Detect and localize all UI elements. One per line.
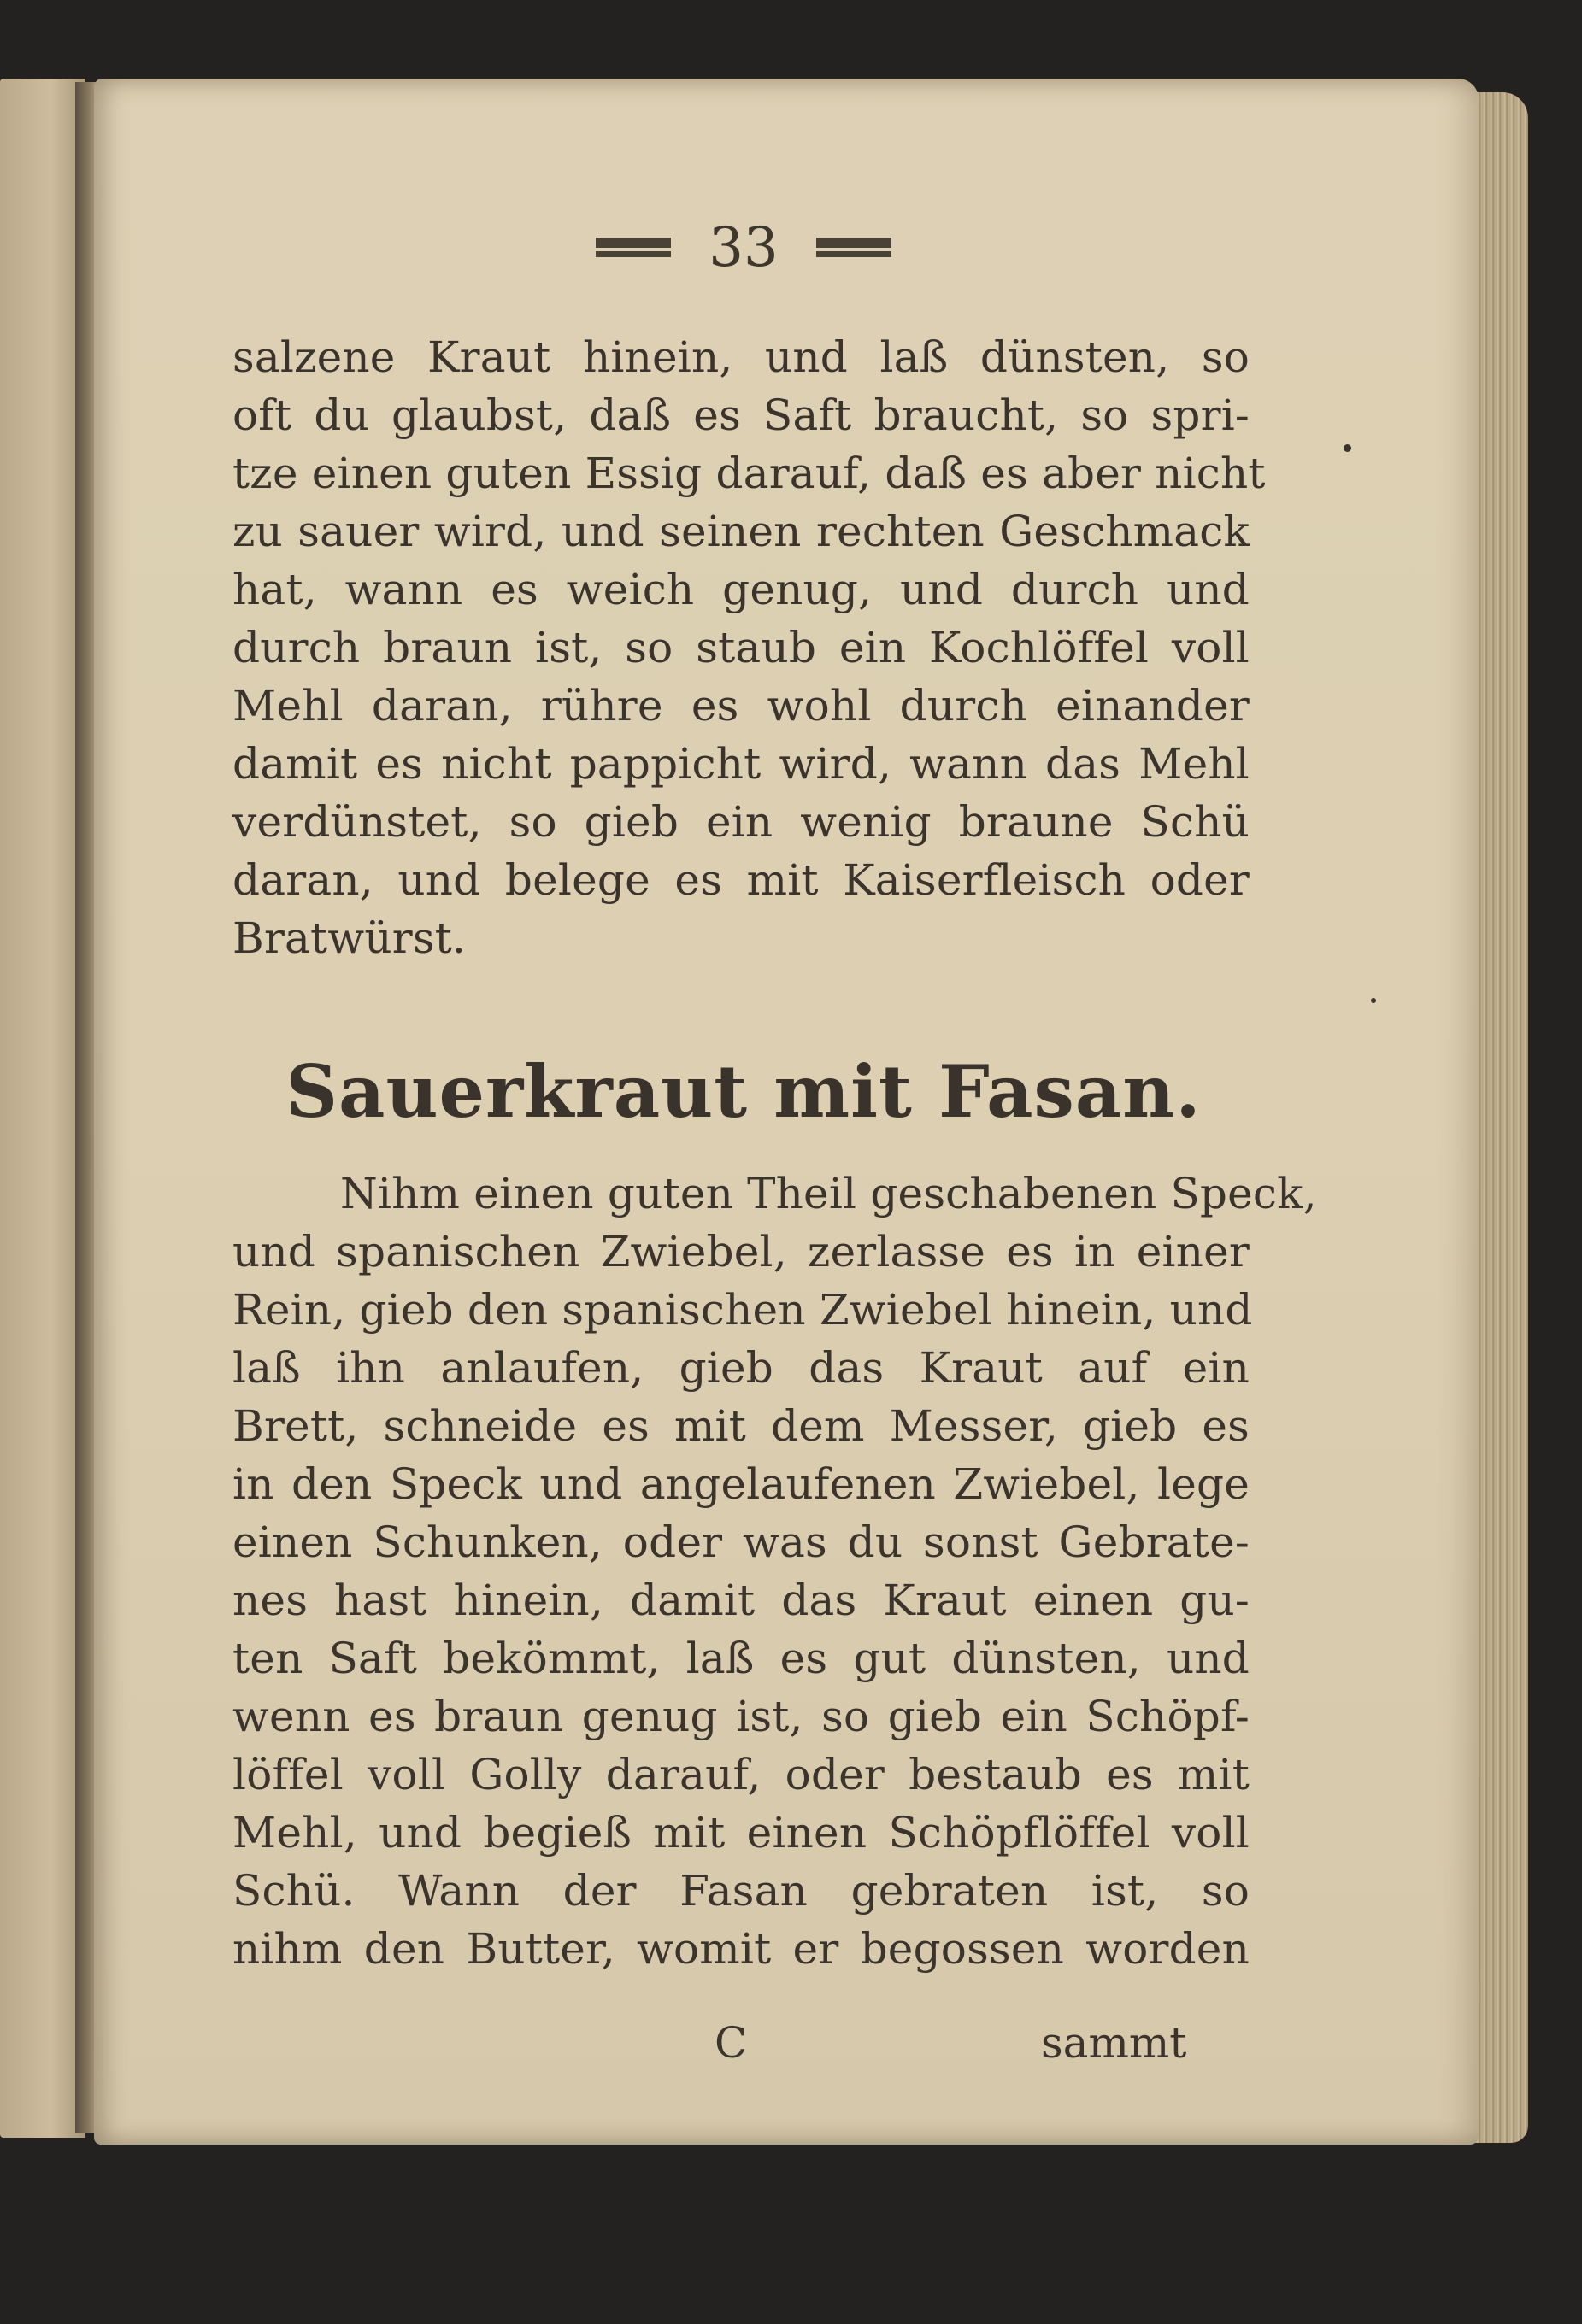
text-line: zu sauer wird, und seinen rechten Geschmack [232, 507, 1250, 556]
page-footer [0, 2013, 1487, 2073]
text-line: ten Saft bekömmt, laß es gut dünsten, und [232, 1634, 1250, 1683]
header-ornament-left [596, 232, 671, 263]
text-line: Bratwürst. [232, 913, 467, 963]
text-line: Mehl daran, rühre es wohl durch einander [232, 681, 1250, 731]
text-line: löffel voll Golly darauf, oder bestaub es mit [232, 1750, 1250, 1799]
catchword: sammt [1041, 2018, 1187, 2068]
text-line: einen Schunken, oder was du sonst Gebrate- [232, 1517, 1250, 1567]
text-line: Nihm einen guten Theil geschabenen Speck, [340, 1169, 1317, 1218]
text-line: nes hast hinein, damit das Kraut einen gu- [232, 1576, 1250, 1625]
text-line: Schü. Wann der Fasan gebraten ist, so [232, 1866, 1250, 1916]
text-line: nihm den Butter, womit er begossen worden [232, 1924, 1250, 1974]
signature-mark: C [715, 2018, 748, 2068]
paragraph-continued [232, 328, 1266, 967]
recipe-heading: Sauerkraut mit Fasan. [285, 1049, 1202, 1134]
text-line: daran, und belege es mit Kaiserfleisch oder [232, 855, 1250, 905]
text-line: wenn es braun genug ist, so gieb ein Schöpf- [232, 1692, 1250, 1741]
text-line: laß ihn anlaufen, gieb das Kraut auf ein [232, 1343, 1250, 1393]
text-line: oft du glaubst, daß es Saft braucht, so spri- [232, 390, 1250, 440]
text-line: hat, wann es weich genug, und durch und [232, 565, 1250, 614]
paper-speck [1371, 998, 1376, 1003]
text-line: Rein, gieb den spanischen Zwiebel hinein, und [232, 1285, 1253, 1335]
text-line: salzene Kraut hinein, und laß dünsten, so [232, 332, 1250, 382]
text-line: in den Speck und angelaufenen Zwiebel, lege [232, 1459, 1250, 1509]
text-line: durch braun ist, so staub ein Kochlöffel voll [232, 623, 1250, 672]
page-header [0, 216, 1487, 279]
paper-speck [1344, 444, 1351, 452]
page-number: 33 [709, 216, 779, 279]
recipe-paragraph [232, 1165, 1317, 1978]
text-line: Mehl, und begieß mit einen Schöpflöffel voll [232, 1808, 1250, 1857]
text-line: tze einen guten Essig darauf, daß es aber nicht [232, 449, 1266, 498]
header-ornament-right [816, 232, 891, 263]
text-line: Brett, schneide es mit dem Messer, gieb es [232, 1401, 1250, 1451]
text-line: und spanischen Zwiebel, zerlasse es in einer [232, 1227, 1250, 1276]
text-line: verdünstet, so gieb ein wenig braune Schü [232, 797, 1250, 847]
text-line: damit es nicht pappicht wird, wann das Mehl [232, 739, 1250, 789]
